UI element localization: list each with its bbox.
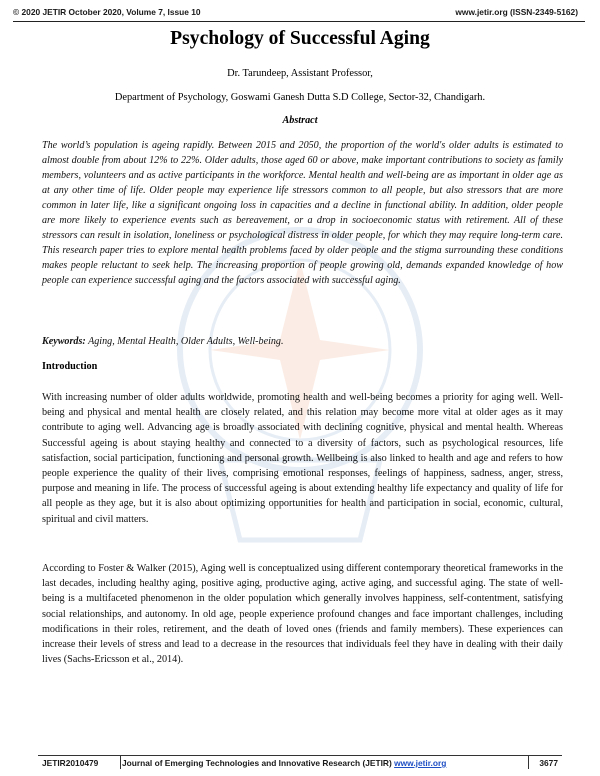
footer-separator (528, 756, 529, 769)
footer-journal-name: Journal of Emerging Technologies and Innovative Research (JETIR) (122, 758, 395, 768)
keywords-list: Aging, Mental Health, Older Adults, Well-being. (85, 336, 284, 347)
introduction-heading: Introduction (42, 361, 98, 372)
page-header (13, 7, 578, 19)
header-issn: www.jetir.org (ISSN-2349-5162) (455, 7, 578, 17)
footer-journal (122, 758, 446, 768)
abstract-text: The world’s population is ageing rapidly. Between 2015 and 2050, the proportion of the world's older adults is estimated to almost double from about 12% to 22%. Older adults, those aged 60 or above, make important contributions to society as family members, volunteers and as active participants in the workforce. Mental health and well-being are as important in older age as at any other time of life. Older people may experience life stressors common to all people, but also stressors that are more common in later life, like a significant ongoing loss in capacities and a decline in functional ability. In addition, older people are more likely to experience events such as bereavement, or a drop in socioeconomic status with retirement. All of these stressors can result in isolation, loneliness or psychological distress in older people, for which they may require long-term care. This research paper tries to explore mental health problems faced by older people and the stigma surrounding these conditions makes people reluctant to seek help. The increasing proportion of people growing old, demands expanded knowledge of how people can experience successful aging and the factors associated with successful aging. (42, 140, 563, 286)
page-footer (38, 756, 562, 770)
header-rule (13, 21, 585, 22)
paper-title: Psychology of Successful Aging (170, 28, 430, 49)
keywords-label: Keywords: (42, 336, 86, 347)
footer-journal-link[interactable]: www.jetir.org (394, 758, 447, 768)
author-line: Dr. Tarundeep, Assistant Professor, (227, 68, 373, 79)
introduction-paragraph-2: According to Foster & Walker (2015), Aging well is conceptualized using different contemporary theoretical frameworks in the last decades, including healthy aging, positive aging, productive aging, active aging, and successful aging. The state of well-being is a multifaceted phenomenon in the older population which generally involves happiness, self-contentment, satisfying social relationships, and autonomy. In old age, people experience profound changes and face important challenges, including modifications in their roles, retirement, and the death of loved ones (friends and family members). These experiences can increase their levels of stress and lead to a decrease in the resources that individuals feel they have in dealing with their daily lives (Sachs-Ericsson et al., 2014). (42, 563, 563, 666)
introduction-paragraph-1: With increasing number of older adults worldwide, promoting health and well-being becomes a priority for aging well. Well-being and physical and mental health are closely related, and this relation may become more vital at older ages as it may contribute to aging well. Advancing age is broadly associated with declining cognitive, physical and mental health. Whereas Successful ageing is about staying healthy and connected to a diversity of factors, such as psychological resources, life satisfaction, social participation, functioning and personal growth. Wellbeing is also linked to health and age and refers to how people experience the quality of their lives, comprising emotional responses, feelings of happiness, sadness, anger, stress, purpose and meaning in life. The process of successful ageing is about extending healthy life expectancy and quality of life for all people as they age, but it is also about optimizing opportunities for health and participation in social, economic, cultural, spiritual and civil matters. (42, 392, 563, 525)
footer-paper-id: JETIR2010479 (42, 758, 99, 768)
footer-page-number: 3677 (539, 758, 558, 768)
header-journal-info: © 2020 JETIR October 2020, Volume 7, Issue 10 (13, 7, 201, 17)
keywords-line (42, 336, 563, 347)
footer-separator (120, 756, 121, 769)
affiliation-line: Department of Psychology, Goswami Ganesh Dutta S.D College, Sector-32, Chandigarh. (114, 92, 486, 103)
abstract-heading: Abstract (282, 115, 318, 126)
